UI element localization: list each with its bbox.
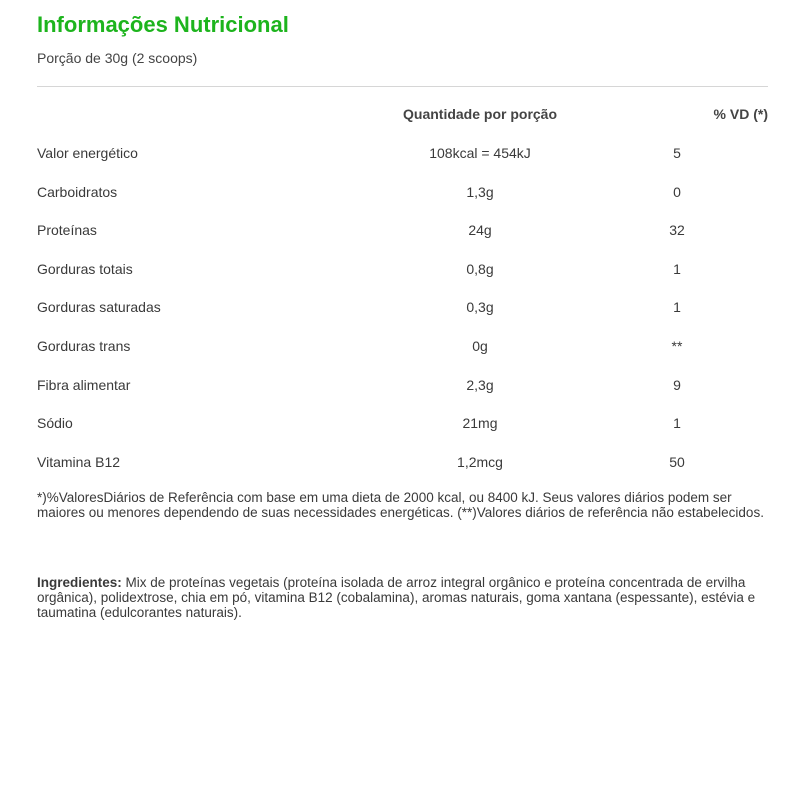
nutrient-quantity: 1,3g bbox=[466, 183, 494, 200]
ingredients-label: Ingredientes: bbox=[37, 575, 122, 590]
nutrient-name: Gorduras totais bbox=[37, 260, 133, 277]
table-row bbox=[0, 443, 800, 482]
table-row bbox=[0, 211, 800, 250]
column-header-vd: % VD (*) bbox=[713, 106, 768, 122]
nutrient-vd: 5 bbox=[673, 145, 681, 161]
ingredients-list: Mix de proteínas vegetais (proteína isolada de arroz integral orgânico e proteína concentrada de ervilha orgânica), polidextrose, chia em pó, vitamina B12 (cobalamina), aromas naturais, goma xantana (espessante), estévia e taumatina (edulcorantes naturais). bbox=[37, 575, 756, 620]
nutrient-name: Carboidratos bbox=[37, 183, 118, 200]
nutrient-name: Gorduras saturadas bbox=[37, 299, 161, 316]
nutrient-quantity: 1,2mcg bbox=[457, 453, 503, 470]
nutrient-vd: 1 bbox=[673, 260, 681, 277]
table-row bbox=[0, 288, 800, 327]
nutrient-name: Gorduras trans bbox=[37, 337, 131, 354]
ingredients-text bbox=[37, 575, 767, 620]
nutrient-vd: 0 bbox=[673, 183, 681, 200]
nutrient-quantity: 0g bbox=[472, 337, 488, 354]
table-row bbox=[0, 366, 800, 405]
footnote: *)%ValoresDiários de Referência com base em uma dieta de 2000 kcal, ou 8400 kJ. Seus valores diários podem ser maiores ou menores dependendo de suas necessidades energéticas. (**)Valores diários de referência não estabelecidos. bbox=[37, 490, 764, 520]
nutrient-quantity: 108kcal = 454kJ bbox=[429, 145, 531, 161]
nutrient-vd: 1 bbox=[673, 299, 681, 316]
nutrient-name: Vitamina B12 bbox=[37, 453, 121, 470]
nutrition-table bbox=[0, 134, 800, 481]
nutrient-vd: 1 bbox=[673, 415, 681, 432]
table-row bbox=[0, 404, 800, 443]
nutrient-vd: ** bbox=[671, 337, 683, 354]
nutrient-quantity: 21mg bbox=[462, 415, 498, 432]
column-header-quantity: Quantidade por porção bbox=[403, 106, 558, 122]
table-row bbox=[0, 134, 800, 173]
divider bbox=[37, 86, 768, 87]
nutrient-vd: 9 bbox=[673, 376, 681, 393]
table-row bbox=[0, 250, 800, 289]
nutrient-vd: 50 bbox=[669, 453, 685, 470]
table-row bbox=[0, 327, 800, 366]
nutrient-name: Valor energético bbox=[37, 145, 138, 161]
nutrient-quantity: 0,8g bbox=[466, 260, 494, 277]
nutrient-name: Fibra alimentar bbox=[37, 376, 131, 393]
nutrient-name: Proteínas bbox=[37, 222, 97, 239]
page-title: Informações Nutricional bbox=[37, 12, 289, 37]
nutrient-quantity: 2,3g bbox=[466, 376, 494, 393]
table-row bbox=[0, 173, 800, 212]
portion-size: Porção de 30g (2 scoops) bbox=[37, 50, 198, 66]
nutrient-name: Sódio bbox=[37, 415, 73, 432]
nutrient-quantity: 24g bbox=[468, 222, 492, 239]
nutrient-vd: 32 bbox=[669, 222, 685, 239]
nutrient-quantity: 0,3g bbox=[466, 299, 494, 316]
